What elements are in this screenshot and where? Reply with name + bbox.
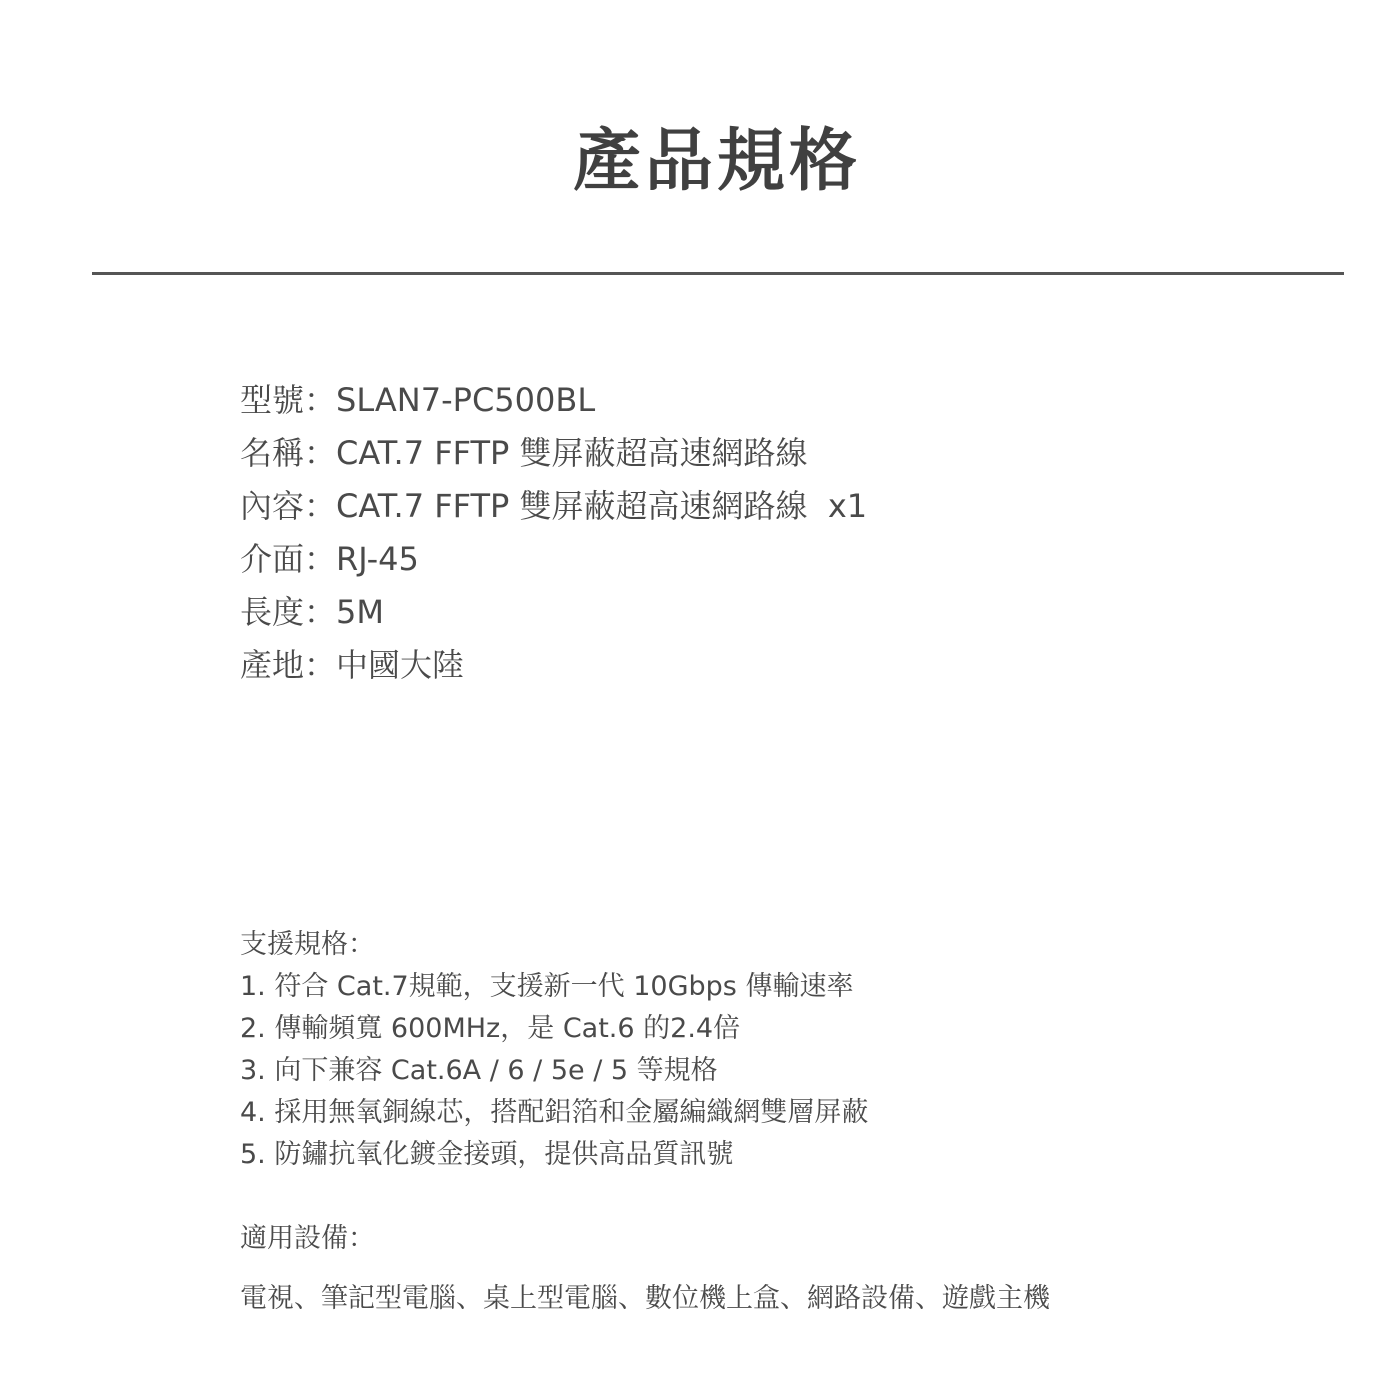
support-item: 4. 採用無氧銅線芯，搭配鋁箔和金屬編織網雙層屏蔽 xyxy=(240,1097,869,1128)
spec-separator: ： xyxy=(304,487,337,525)
spec-list xyxy=(240,374,867,692)
spec-separator: ： xyxy=(304,434,337,472)
support-item: 1. 符合 Cat.7規範，支援新一代 10Gbps 傳輸速率 xyxy=(240,971,854,1002)
support-item: 3. 向下兼容 Cat.6A / 6 / 5e / 5 等規格 xyxy=(240,1055,718,1086)
spec-row-length xyxy=(240,586,867,639)
spec-label: 介面 xyxy=(240,540,305,578)
support-section xyxy=(240,924,868,1176)
spec-label: 長度 xyxy=(240,593,305,631)
devices-list: 電視、筆記型電腦、桌上型電腦、數位機上盒、網路設備、遊戲主機 xyxy=(240,1283,1050,1314)
spec-value: 5M xyxy=(336,593,384,631)
devices-heading: 適用設備： xyxy=(240,1223,375,1254)
spec-value: 中國大陸 xyxy=(336,646,465,684)
spec-label: 名稱 xyxy=(240,434,305,472)
spec-label: 型號 xyxy=(240,381,305,419)
spec-value: RJ-45 xyxy=(336,540,419,578)
support-item: 2. 傳輸頻寬 600MHz，是 Cat.6 的2.4倍 xyxy=(240,1013,741,1044)
devices-section xyxy=(240,1218,1050,1320)
support-heading: 支援規格： xyxy=(240,929,375,960)
spec-separator: ： xyxy=(304,593,337,631)
spec-value: CAT.7 FFTP 雙屏蔽超高速網路線 x1 xyxy=(336,487,868,525)
spec-label: 產地 xyxy=(240,646,305,684)
spec-separator: ： xyxy=(304,381,337,419)
spec-separator: ： xyxy=(304,540,337,578)
spec-value: SLAN7-PC500BL xyxy=(336,381,596,419)
support-list xyxy=(240,966,868,1176)
spec-separator: ： xyxy=(304,646,337,684)
spec-row-interface xyxy=(240,533,867,586)
support-item: 5. 防鏽抗氧化鍍金接頭，提供高品質訊號 xyxy=(240,1139,734,1170)
spec-row-model xyxy=(240,374,867,427)
spec-row-contents xyxy=(240,480,867,533)
page-title: 產品規格 xyxy=(572,122,861,201)
title-divider xyxy=(92,272,1344,275)
spec-value: CAT.7 FFTP 雙屏蔽超高速網路線 xyxy=(336,434,808,472)
spec-row-name xyxy=(240,427,867,480)
spec-label: 內容 xyxy=(240,487,305,525)
spec-row-origin xyxy=(240,639,867,692)
